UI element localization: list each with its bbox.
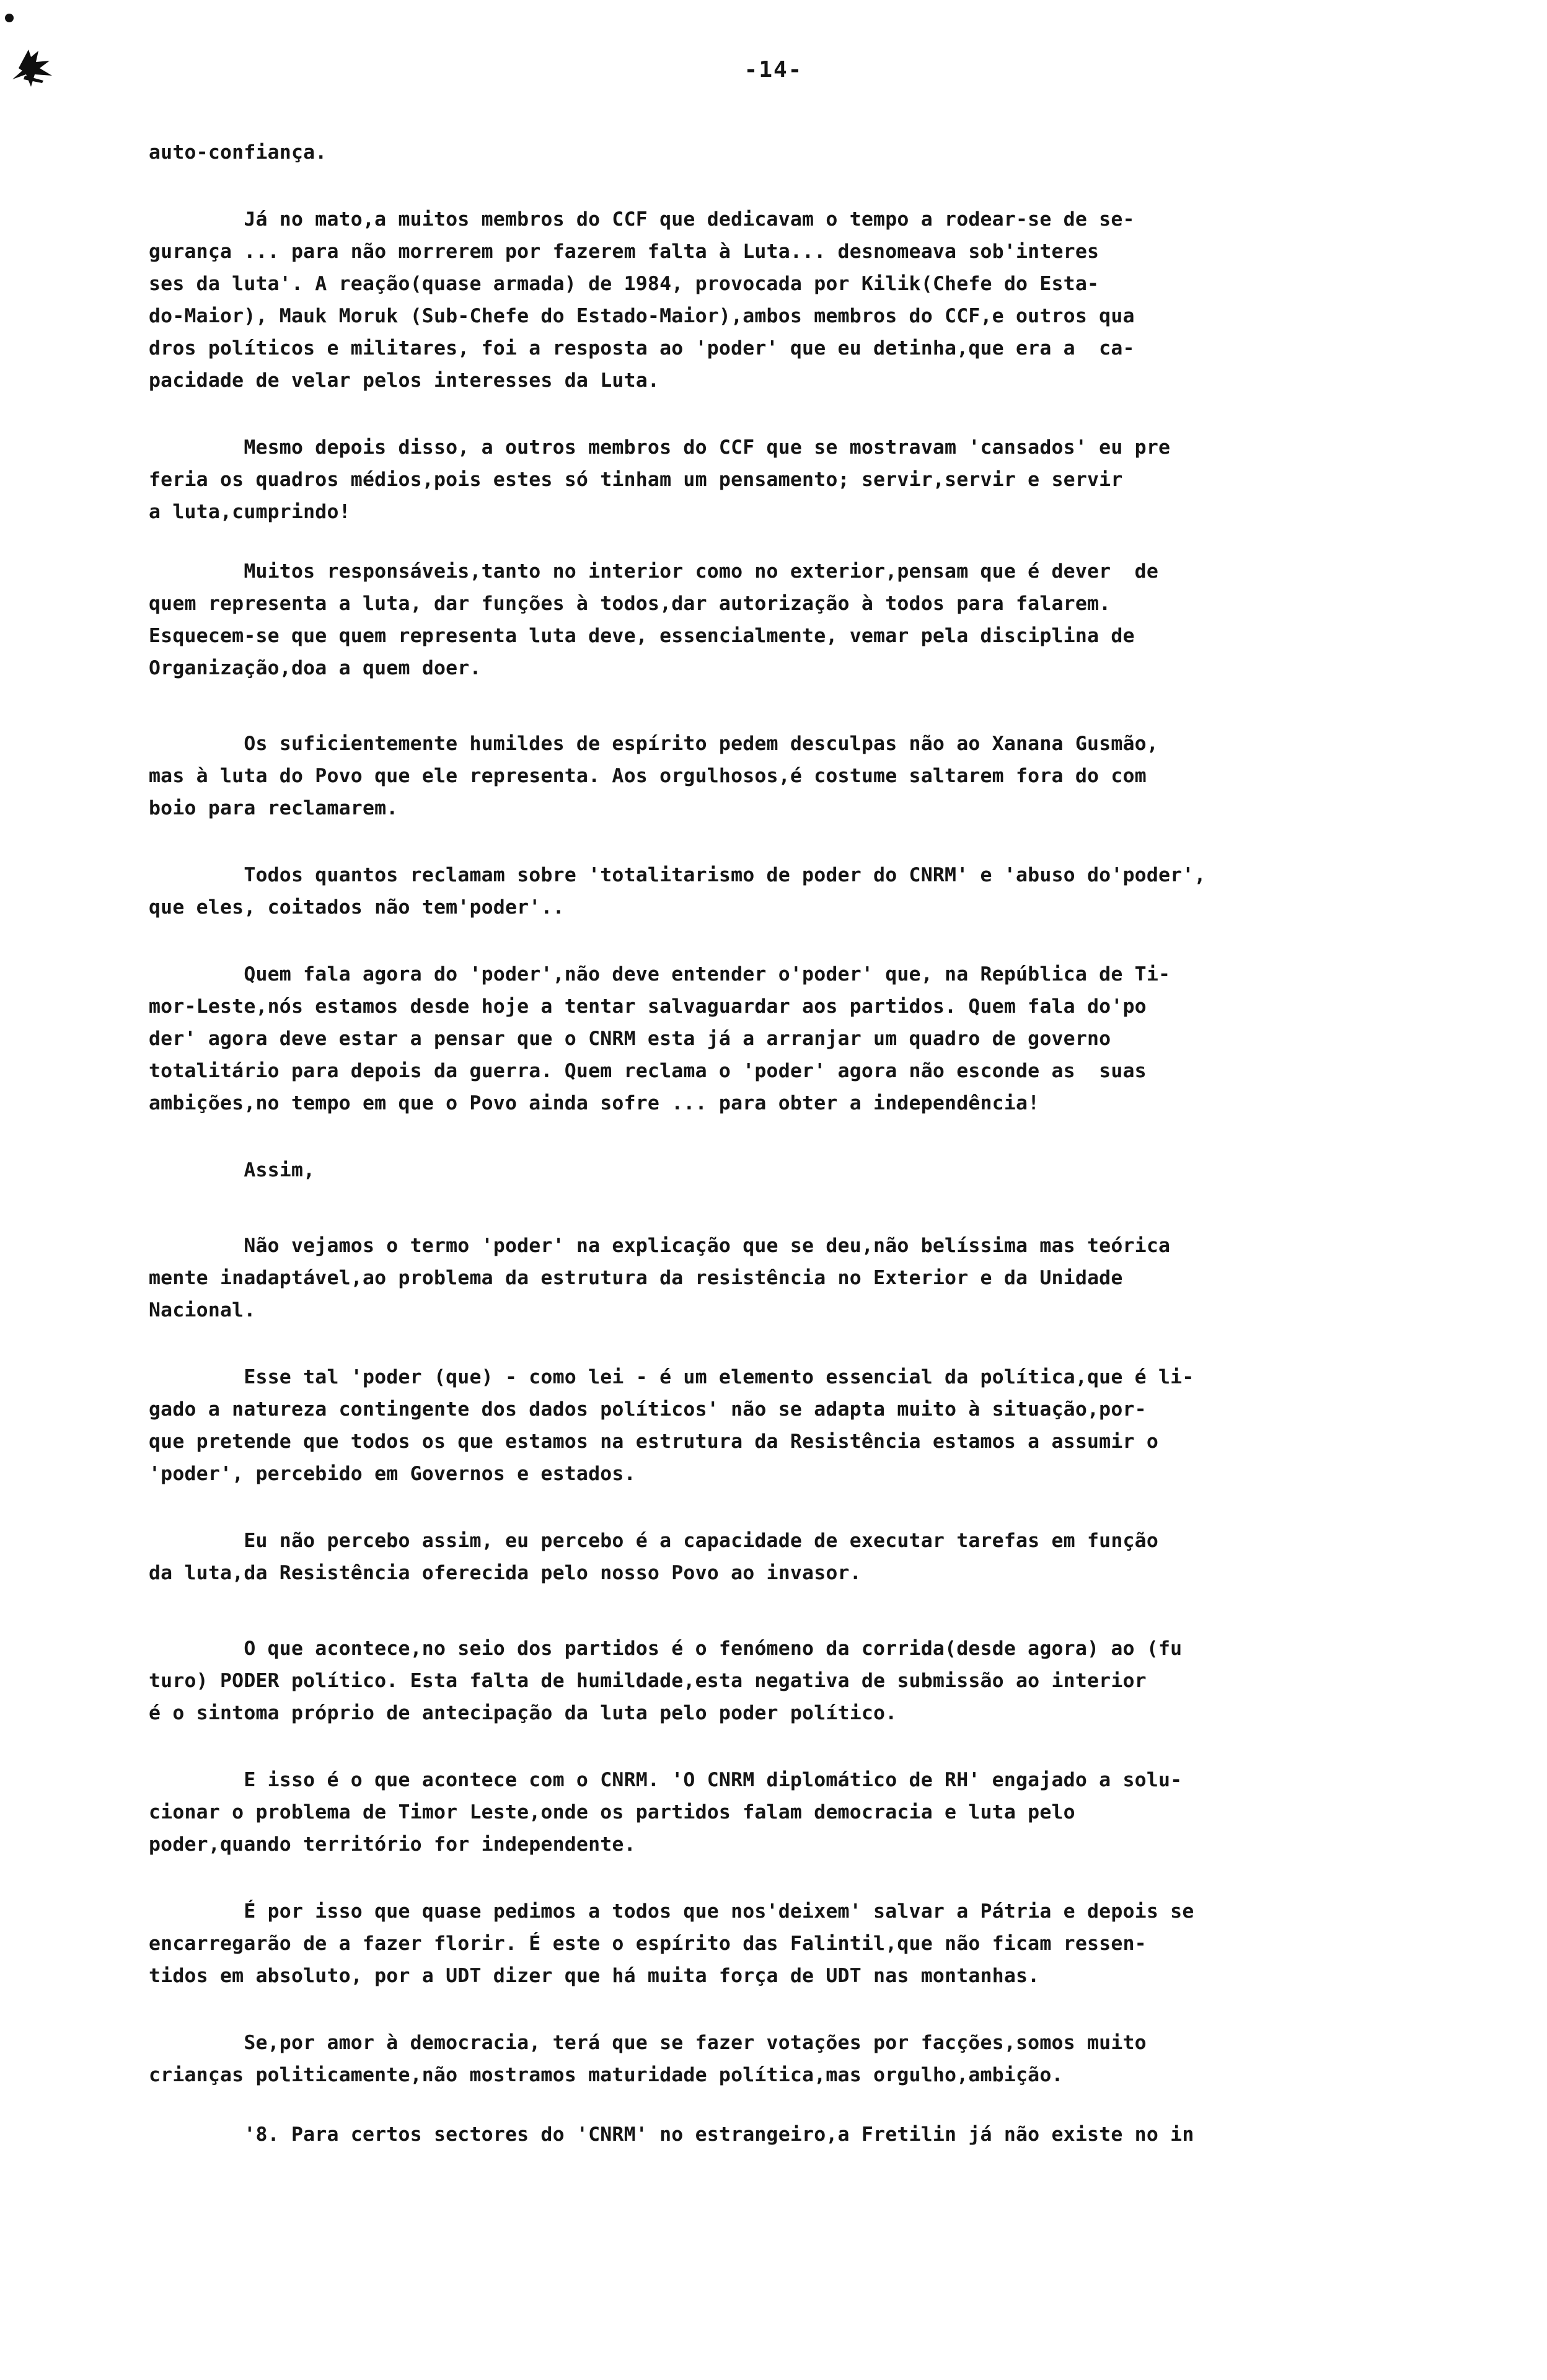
text-line: encarregarão de a fazer florir. É este o espírito das Falintil,que não ficam ressen- [149,1933,1147,1955]
text-line: 'poder', percebido em Governos e estados. [149,1463,636,1485]
text-line: quem representa a luta, dar funções à todos,dar autorização à todos para falarem. [149,593,1111,615]
text-line: é o sintoma próprio de antecipação da luta pelo poder político. [149,1702,897,1724]
paragraph [149,1525,1426,1589]
paragraph [149,2027,1426,2091]
text-line: do-Maior), Mauk Moruk (Sub-Chefe do Estado-Maior),ambos membros do CCF,e outros qua [149,305,1135,327]
paragraph [149,1361,1426,1490]
paragraph [149,728,1426,824]
text-line: crianças politicamente,não mostramos maturidade política,mas orgulho,ambição. [149,2064,1064,2086]
page-number: -14- [744,57,803,82]
text-line: mor-Leste,nós estamos desde hoje a tentar salvaguardar aos partidos. Quem fala do'po [149,995,1147,1018]
text-line: totalitário para depois da guerra. Quem reclama o 'poder' agora não esconde as suas [149,1060,1147,1082]
text-line: poder,quando território for independente. [149,1833,636,1856]
text-line: ambições,no tempo em que o Povo ainda sofre ... para obter a independência! [149,1092,1040,1114]
paragraph [149,136,1426,169]
document-body [149,136,1426,2151]
text-line: que eles, coitados não tem'poder'.. [149,896,565,919]
text-line: O que acontece,no seio dos partidos é o fenómeno da corrida(desde agora) ao (fu [149,1637,1183,1660]
text-line: Muitos responsáveis,tanto no interior como no exterior,pensam que é dever de [149,560,1158,583]
paragraph [149,1633,1426,1729]
text-line: Mesmo depois disso, a outros membros do CCF que se mostravam 'cansados' eu pre [149,436,1171,459]
text-line: auto-confiança. [149,141,327,164]
text-line: Se,por amor à democracia, terá que se fazer votações por facções,somos muito [149,2032,1147,2054]
text-line: '8. Para certos sectores do 'CNRM' no estrangeiro,a Fretilin já não existe no in [149,2123,1194,2146]
text-line: Os suficientemente humildes de espírito pedem desculpas não ao Xanana Gusmão, [149,733,1158,755]
text-line: feria os quadros médios,pois estes só tinham um pensamento; servir,servir e servir [149,469,1123,491]
text-line: Quem fala agora do 'poder',não deve entender o'poder' que, na República de Ti- [149,963,1171,985]
paragraph [149,1230,1426,1326]
punch-hole-mark [5,14,14,22]
text-line: Não vejamos o termo 'poder' na explicação que se deu,não belíssima mas teórica [149,1235,1171,1257]
text-line: gado a natureza contingente dos dados políticos' não se adapta muito à situação,por- [149,1398,1147,1421]
text-line: mente inadaptável,ao problema da estrutura da resistência no Exterior e da Unidade [149,1267,1123,1289]
text-line: Esquecem-se que quem representa luta deve, essencialmente, vemar pela disciplina de [149,625,1135,647]
text-line: Nacional. [149,1299,256,1321]
text-line: pacidade de velar pelos interesses da Luta. [149,369,660,392]
text-line: gurança ... para não morrerem por fazerem falta à Luta... desnomeava sob'interes [149,240,1100,263]
text-line: Esse tal 'poder (que) - como lei - é um elemento essencial da política,que é li- [149,1366,1194,1388]
paragraph [149,859,1426,923]
text-line: Todos quantos reclamam sobre 'totalitarismo de poder do CNRM' e 'abuso do'poder', [149,864,1206,886]
text-line: der' agora deve estar a pensar que o CNRM esta já a arranjar um quadro de governo [149,1028,1111,1050]
paragraph [149,2118,1426,2151]
text-line: que pretende que todos os que estamos na estrutura da Resistência estamos a assumir o [149,1430,1158,1453]
paragraph [149,555,1426,684]
text-line: cionar o problema de Timor Leste,onde os partidos falam democracia e luta pelo [149,1801,1075,1823]
paragraph [149,1764,1426,1861]
text-line: turo) PODER político. Esta falta de humildade,esta negativa de submissão ao interior [149,1670,1147,1692]
text-line: da luta,da Resistência oferecida pelo nosso Povo ao invasor. [149,1562,862,1584]
paragraph [149,203,1426,397]
text-line: mas à luta do Povo que ele representa. Aos orgulhosos,é costume saltarem fora do com [149,765,1147,787]
paragraph [149,431,1426,528]
text-line: dros políticos e militares, foi a resposta ao 'poder' que eu detinha,que era a ca- [149,337,1135,359]
text-line: E isso é o que acontece com o CNRM. 'O CNRM diplomático de RH' engajado a solu- [149,1769,1183,1791]
paragraph [149,958,1426,1119]
text-line: Eu não percebo assim, eu percebo é a capacidade de executar tarefas em função [149,1530,1158,1552]
paragraph [149,1895,1426,1992]
text-line: Assim, [149,1159,315,1181]
paragraph [149,1154,1426,1186]
text-line: ses da luta'. A reação(quase armada) de 1984, provocada por Kilik(Chefe do Esta- [149,273,1100,295]
text-line: É por isso que quase pedimos a todos que nos'deixem' salvar a Pátria e depois se [149,1900,1194,1923]
text-line: a luta,cumprindo! [149,501,351,523]
text-line: tidos em absoluto, por a UDT dizer que há muita força de UDT nas montanhas. [149,1965,1040,1987]
text-line: Organização,doa a quem doer. [149,657,482,679]
text-line: boio para reclamarem. [149,797,399,819]
text-line: Já no mato,a muitos membros do CCF que dedicavam o tempo a rodear-se de se- [149,208,1135,231]
